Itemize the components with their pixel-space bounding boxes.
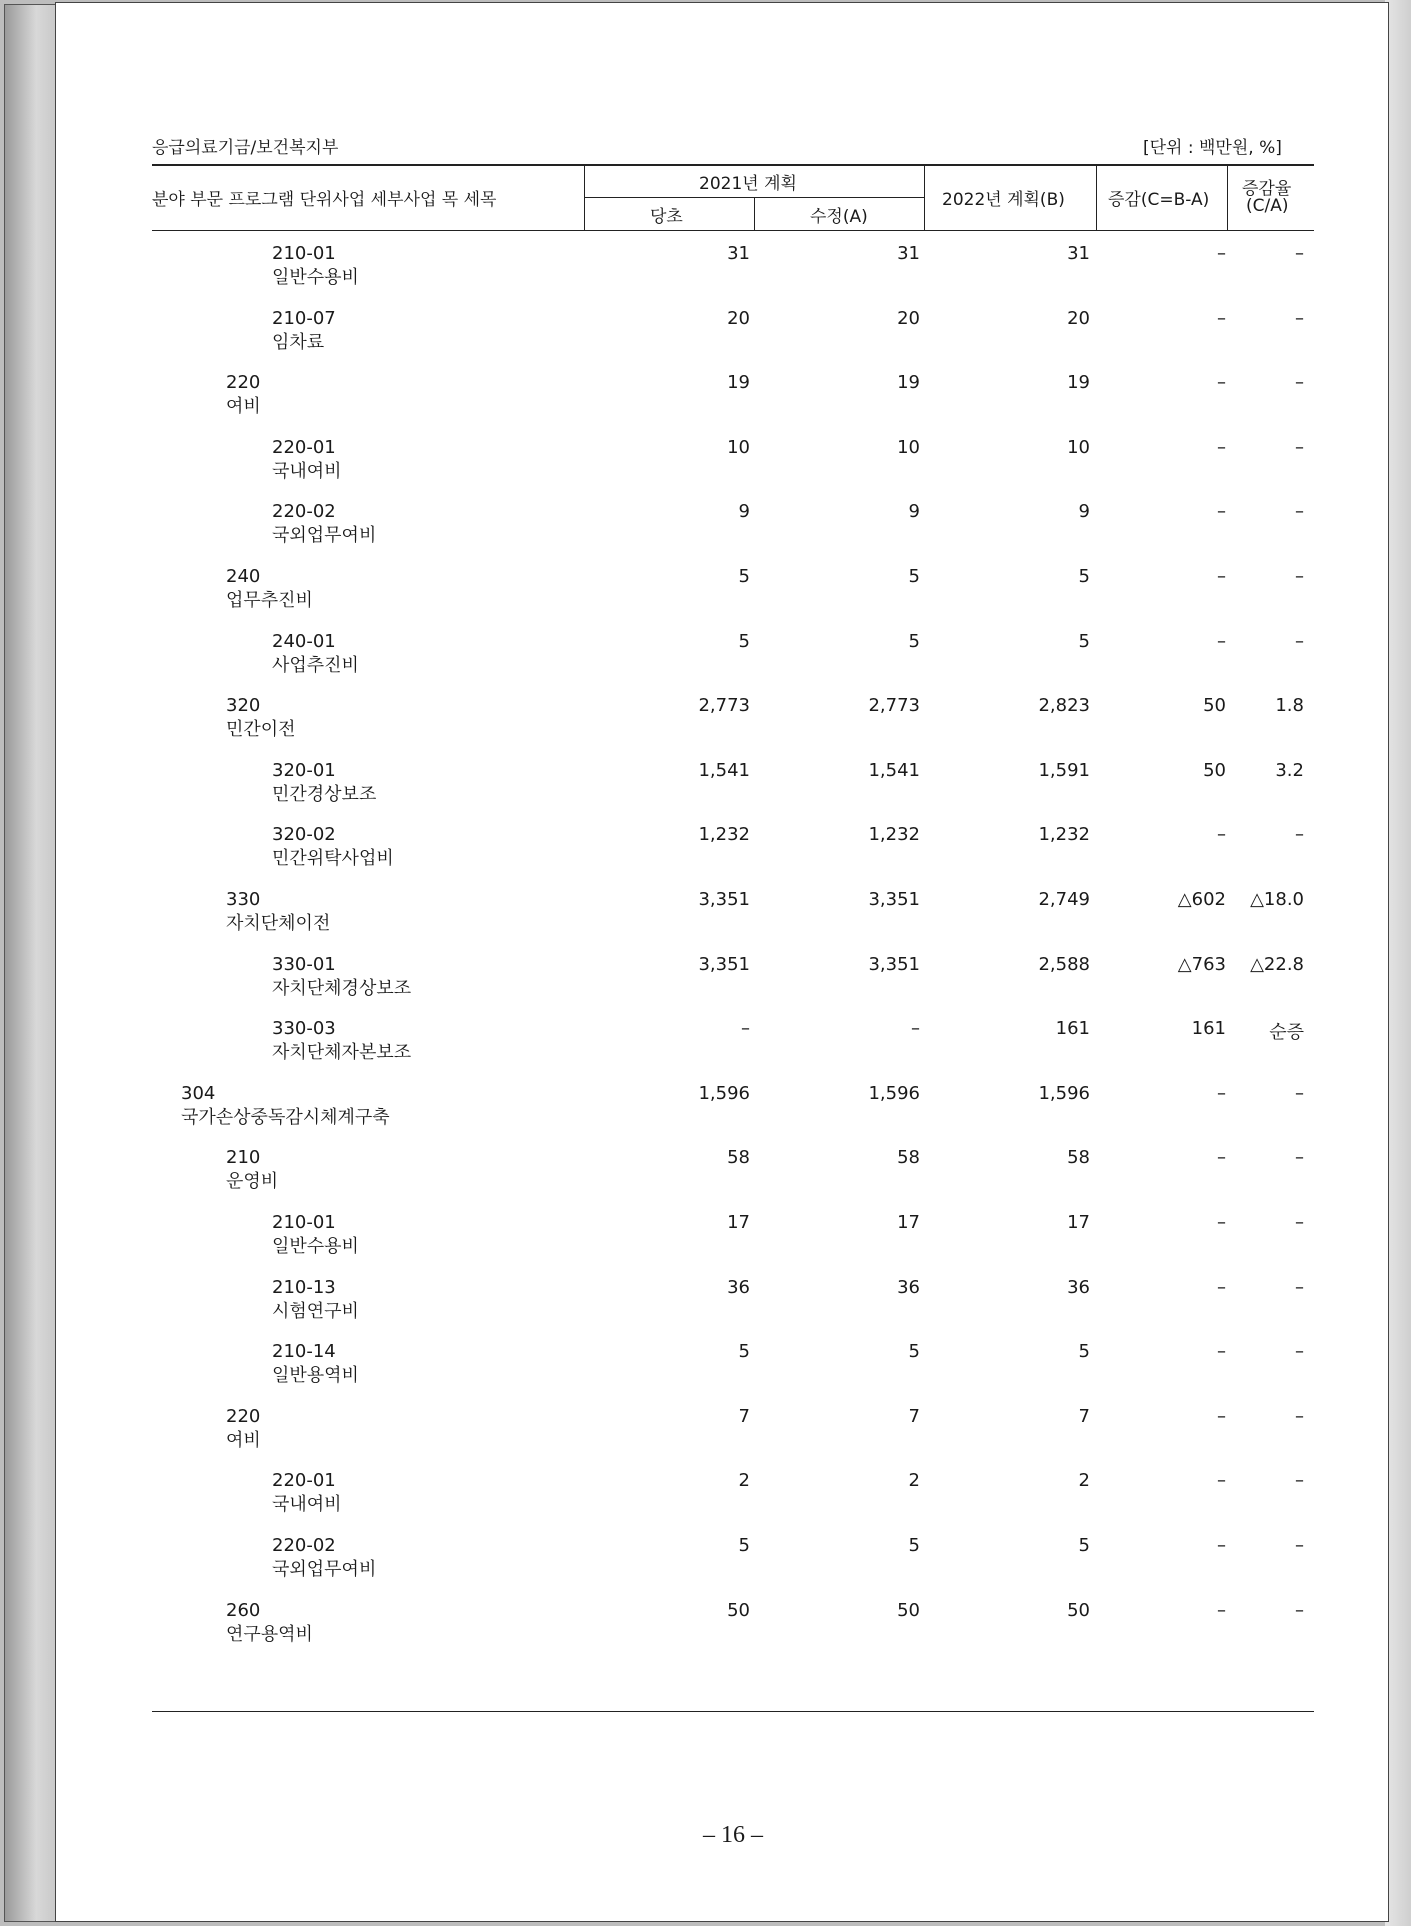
row-code: 260 <box>226 1599 261 1621</box>
cell-revised: 10 <box>897 436 920 458</box>
cell-rate: △22.8 <box>1250 953 1304 975</box>
table-row <box>152 748 1314 812</box>
row-name: 자치단체이전 <box>226 913 331 934</box>
row-name: 자치단체경상보조 <box>272 977 412 999</box>
cell-change: – <box>1217 824 1226 846</box>
cell-change: – <box>1217 1147 1226 1169</box>
table-row <box>152 1071 1314 1135</box>
cell-rate: – <box>1295 1470 1304 1492</box>
row-name: 시험연구비 <box>272 1300 359 1322</box>
cell-plan-2022: 1,232 <box>1038 824 1090 846</box>
row-name: 연구용역비 <box>226 1623 313 1645</box>
cell-plan-2022: 2 <box>1078 1470 1090 1492</box>
row-code: 220 <box>226 1405 261 1427</box>
cell-original: 19 <box>727 372 750 394</box>
cell-plan-2022: 19 <box>1067 372 1090 394</box>
cell-original: – <box>741 1018 750 1040</box>
table-row <box>152 489 1314 553</box>
cell-rate: – <box>1295 1535 1304 1556</box>
table-header <box>152 164 1314 231</box>
cell-change: – <box>1217 1405 1226 1427</box>
cell-original: 5 <box>738 1341 750 1363</box>
cell-change: – <box>1217 1470 1226 1492</box>
cell-rate: △18.0 <box>1250 889 1304 910</box>
fund-title: 응급의료기금/보건복지부 <box>152 138 339 158</box>
cell-revised: 1,232 <box>868 824 920 846</box>
row-name: 민간경상보조 <box>272 783 377 805</box>
cell-rate: – <box>1295 1212 1304 1233</box>
cell-original: 5 <box>738 630 750 652</box>
cell-revised: 17 <box>897 1212 920 1233</box>
row-code: 220-01 <box>272 1470 336 1492</box>
cell-original: 2 <box>738 1470 750 1492</box>
cell-rate: – <box>1295 630 1304 652</box>
cell-change: 50 <box>1203 695 1226 717</box>
cell-revised: 3,351 <box>868 889 920 910</box>
cell-change: – <box>1217 243 1226 264</box>
row-name: 민간이전 <box>226 719 296 741</box>
cell-change: – <box>1217 1276 1226 1298</box>
cell-original: 2,773 <box>698 695 750 717</box>
cell-rate: – <box>1295 1405 1304 1427</box>
page-stack-edge <box>4 4 58 1922</box>
row-name: 일반용역비 <box>272 1365 359 1387</box>
header-rate: 증감율 <box>1242 179 1292 199</box>
row-code: 320 <box>226 695 261 717</box>
cell-original: 7 <box>738 1405 750 1427</box>
cell-revised: 1,596 <box>868 1082 920 1104</box>
table-row <box>152 425 1314 489</box>
row-name: 임차료 <box>272 331 325 353</box>
table-row <box>152 360 1314 424</box>
cell-change: – <box>1217 1212 1226 1233</box>
cell-rate: – <box>1295 1341 1304 1363</box>
header-revised: 수정(A) <box>810 207 868 227</box>
cell-rate: – <box>1295 1082 1304 1104</box>
cell-rate: – <box>1295 436 1304 458</box>
cell-change: △763 <box>1177 953 1226 975</box>
cell-plan-2022: 161 <box>1055 1018 1090 1040</box>
table-row <box>152 877 1314 941</box>
cell-change: – <box>1217 1082 1226 1104</box>
table-row <box>152 1265 1314 1329</box>
table-row <box>152 1588 1314 1652</box>
header-original: 당초 <box>650 207 683 227</box>
cell-revised: 19 <box>897 372 920 394</box>
table-row <box>152 1329 1314 1393</box>
cell-revised: 2 <box>908 1470 920 1492</box>
header-divider <box>754 197 755 230</box>
cell-plan-2022: 36 <box>1067 1276 1090 1298</box>
table-row <box>152 1394 1314 1458</box>
cell-plan-2022: 50 <box>1067 1599 1090 1621</box>
table-row <box>152 1523 1314 1587</box>
cell-original: 5 <box>738 566 750 587</box>
cell-change: – <box>1217 436 1226 458</box>
cell-change: – <box>1217 372 1226 394</box>
cell-change: – <box>1217 1535 1226 1556</box>
row-name: 자치단체자본보조 <box>272 1042 412 1064</box>
header-divider <box>924 166 925 230</box>
table-row <box>152 812 1314 876</box>
row-name: 업무추진비 <box>226 590 313 611</box>
cell-revised: 58 <box>897 1147 920 1169</box>
row-name: 일반수용비 <box>272 267 359 288</box>
cell-original: 10 <box>727 436 750 458</box>
row-code: 210-13 <box>272 1276 336 1298</box>
row-code: 220-02 <box>272 501 336 523</box>
cell-revised: 5 <box>908 630 920 652</box>
cell-revised: – <box>911 1018 920 1040</box>
row-code: 304 <box>181 1082 216 1104</box>
cell-plan-2022: 1,591 <box>1038 759 1090 781</box>
row-name: 국외업무여비 <box>272 1559 377 1580</box>
cell-plan-2022: 10 <box>1067 436 1090 458</box>
cell-plan-2022: 17 <box>1067 1212 1090 1233</box>
cell-change: – <box>1217 566 1226 587</box>
cell-original: 3,351 <box>698 953 750 975</box>
cell-original: 17 <box>727 1212 750 1233</box>
cell-revised: 5 <box>908 566 920 587</box>
cell-plan-2022: 5 <box>1078 1535 1090 1556</box>
table-row <box>152 554 1314 618</box>
header-divider <box>1227 166 1228 230</box>
table-row <box>152 231 1314 295</box>
cell-rate: 1.8 <box>1275 695 1304 717</box>
cell-rate: – <box>1295 824 1304 846</box>
cell-revised: 36 <box>897 1276 920 1298</box>
cell-change: – <box>1217 1341 1226 1363</box>
bottom-rule <box>152 1711 1314 1712</box>
row-name: 일반수용비 <box>272 1236 359 1257</box>
cell-revised: 20 <box>897 307 920 329</box>
cell-original: 1,541 <box>698 759 750 781</box>
cell-rate: – <box>1295 307 1304 329</box>
page-number: – 16 – <box>703 1822 763 1848</box>
row-code: 210-01 <box>272 1212 336 1233</box>
row-code: 210-14 <box>272 1341 336 1363</box>
cell-plan-2022: 1,596 <box>1038 1082 1090 1104</box>
cell-revised: 31 <box>897 243 920 264</box>
cell-plan-2022: 2,588 <box>1038 953 1090 975</box>
cell-revised: 50 <box>897 1599 920 1621</box>
row-code: 210-07 <box>272 307 336 329</box>
table-row <box>152 1458 1314 1522</box>
cell-rate: – <box>1295 243 1304 264</box>
row-code: 330 <box>226 889 261 910</box>
row-code: 240-01 <box>272 630 336 652</box>
header-divider <box>1096 166 1097 230</box>
header-plan-2022: 2022년 계획(B) <box>942 190 1065 210</box>
cell-plan-2022: 2,749 <box>1038 889 1090 910</box>
cell-original: 58 <box>727 1147 750 1169</box>
cell-original: 3,351 <box>698 889 750 910</box>
cell-original: 20 <box>727 307 750 329</box>
table-row <box>152 1006 1314 1070</box>
cell-revised: 3,351 <box>868 953 920 975</box>
cell-plan-2022: 5 <box>1078 1341 1090 1363</box>
row-name: 국가손상중독감시체계구축 <box>181 1106 390 1128</box>
cell-plan-2022: 20 <box>1067 307 1090 329</box>
cell-change: – <box>1217 1599 1226 1621</box>
cell-plan-2022: 9 <box>1078 501 1090 523</box>
row-code: 240 <box>226 566 261 587</box>
cell-rate: – <box>1295 501 1304 523</box>
cell-plan-2022: 2,823 <box>1038 695 1090 717</box>
cell-original: 1,232 <box>698 824 750 846</box>
cell-plan-2022: 5 <box>1078 630 1090 652</box>
cell-original: 50 <box>727 1599 750 1621</box>
cell-rate: 순증 <box>1269 1022 1304 1044</box>
row-code: 320-02 <box>272 824 336 846</box>
row-code: 330-01 <box>272 953 336 975</box>
row-name: 사업추진비 <box>272 654 359 676</box>
unit-label: [단위 : 백만원, %] <box>1143 138 1282 158</box>
cell-change: – <box>1217 501 1226 523</box>
row-name: 민간위탁사업비 <box>272 848 394 870</box>
header-divider <box>584 166 585 230</box>
budget-table <box>152 164 1314 1645</box>
header-rate-sub: (C/A) <box>1246 196 1289 216</box>
row-code: 320-01 <box>272 759 336 781</box>
row-code: 210 <box>226 1147 261 1169</box>
cell-original: 36 <box>727 1276 750 1298</box>
cell-original: 5 <box>738 1535 750 1556</box>
cell-rate: – <box>1295 1276 1304 1298</box>
cell-revised: 9 <box>908 501 920 523</box>
table-row <box>152 296 1314 360</box>
row-name: 국내여비 <box>272 1494 342 1516</box>
cell-plan-2022: 7 <box>1078 1405 1090 1427</box>
row-code: 210-01 <box>272 243 336 264</box>
header-hierarchy-label: 분야 부문 프로그램 단위사업 세부사업 목 세목 <box>152 190 497 210</box>
row-name: 국외업무여비 <box>272 525 377 547</box>
row-name: 국내여비 <box>272 460 342 482</box>
row-code: 220 <box>226 372 261 394</box>
cell-rate: – <box>1295 1599 1304 1621</box>
cell-original: 9 <box>738 501 750 523</box>
cell-original: 31 <box>727 243 750 264</box>
row-code: 220-02 <box>272 1535 336 1556</box>
row-code: 220-01 <box>272 436 336 458</box>
table-row <box>152 942 1314 1006</box>
row-name: 여비 <box>226 396 261 418</box>
table-row <box>152 1135 1314 1199</box>
cell-revised: 1,541 <box>868 759 920 781</box>
cell-rate: 3.2 <box>1275 759 1304 781</box>
cell-rate: – <box>1295 372 1304 394</box>
cell-plan-2022: 58 <box>1067 1147 1090 1169</box>
table-row <box>152 619 1314 683</box>
table-row <box>152 1200 1314 1264</box>
cell-change: 161 <box>1191 1018 1226 1040</box>
cell-change: △602 <box>1177 889 1226 910</box>
header-plan-2021: 2021년 계획 <box>699 174 797 194</box>
row-name: 여비 <box>226 1429 261 1451</box>
cell-revised: 2,773 <box>868 695 920 717</box>
cell-change: – <box>1217 307 1226 329</box>
cell-plan-2022: 31 <box>1067 243 1090 264</box>
cell-rate: – <box>1295 1147 1304 1169</box>
cell-plan-2022: 5 <box>1078 566 1090 587</box>
cell-rate: – <box>1295 566 1304 587</box>
row-code: 330-03 <box>272 1018 336 1040</box>
cell-change: – <box>1217 630 1226 652</box>
cell-change: 50 <box>1203 759 1226 781</box>
header-change: 증감(C=B-A) <box>1108 190 1210 210</box>
cell-revised: 7 <box>908 1405 920 1427</box>
cell-original: 1,596 <box>698 1082 750 1104</box>
cell-revised: 5 <box>908 1341 920 1363</box>
cell-revised: 5 <box>908 1535 920 1556</box>
table-row <box>152 683 1314 747</box>
row-name: 운영비 <box>226 1171 279 1193</box>
